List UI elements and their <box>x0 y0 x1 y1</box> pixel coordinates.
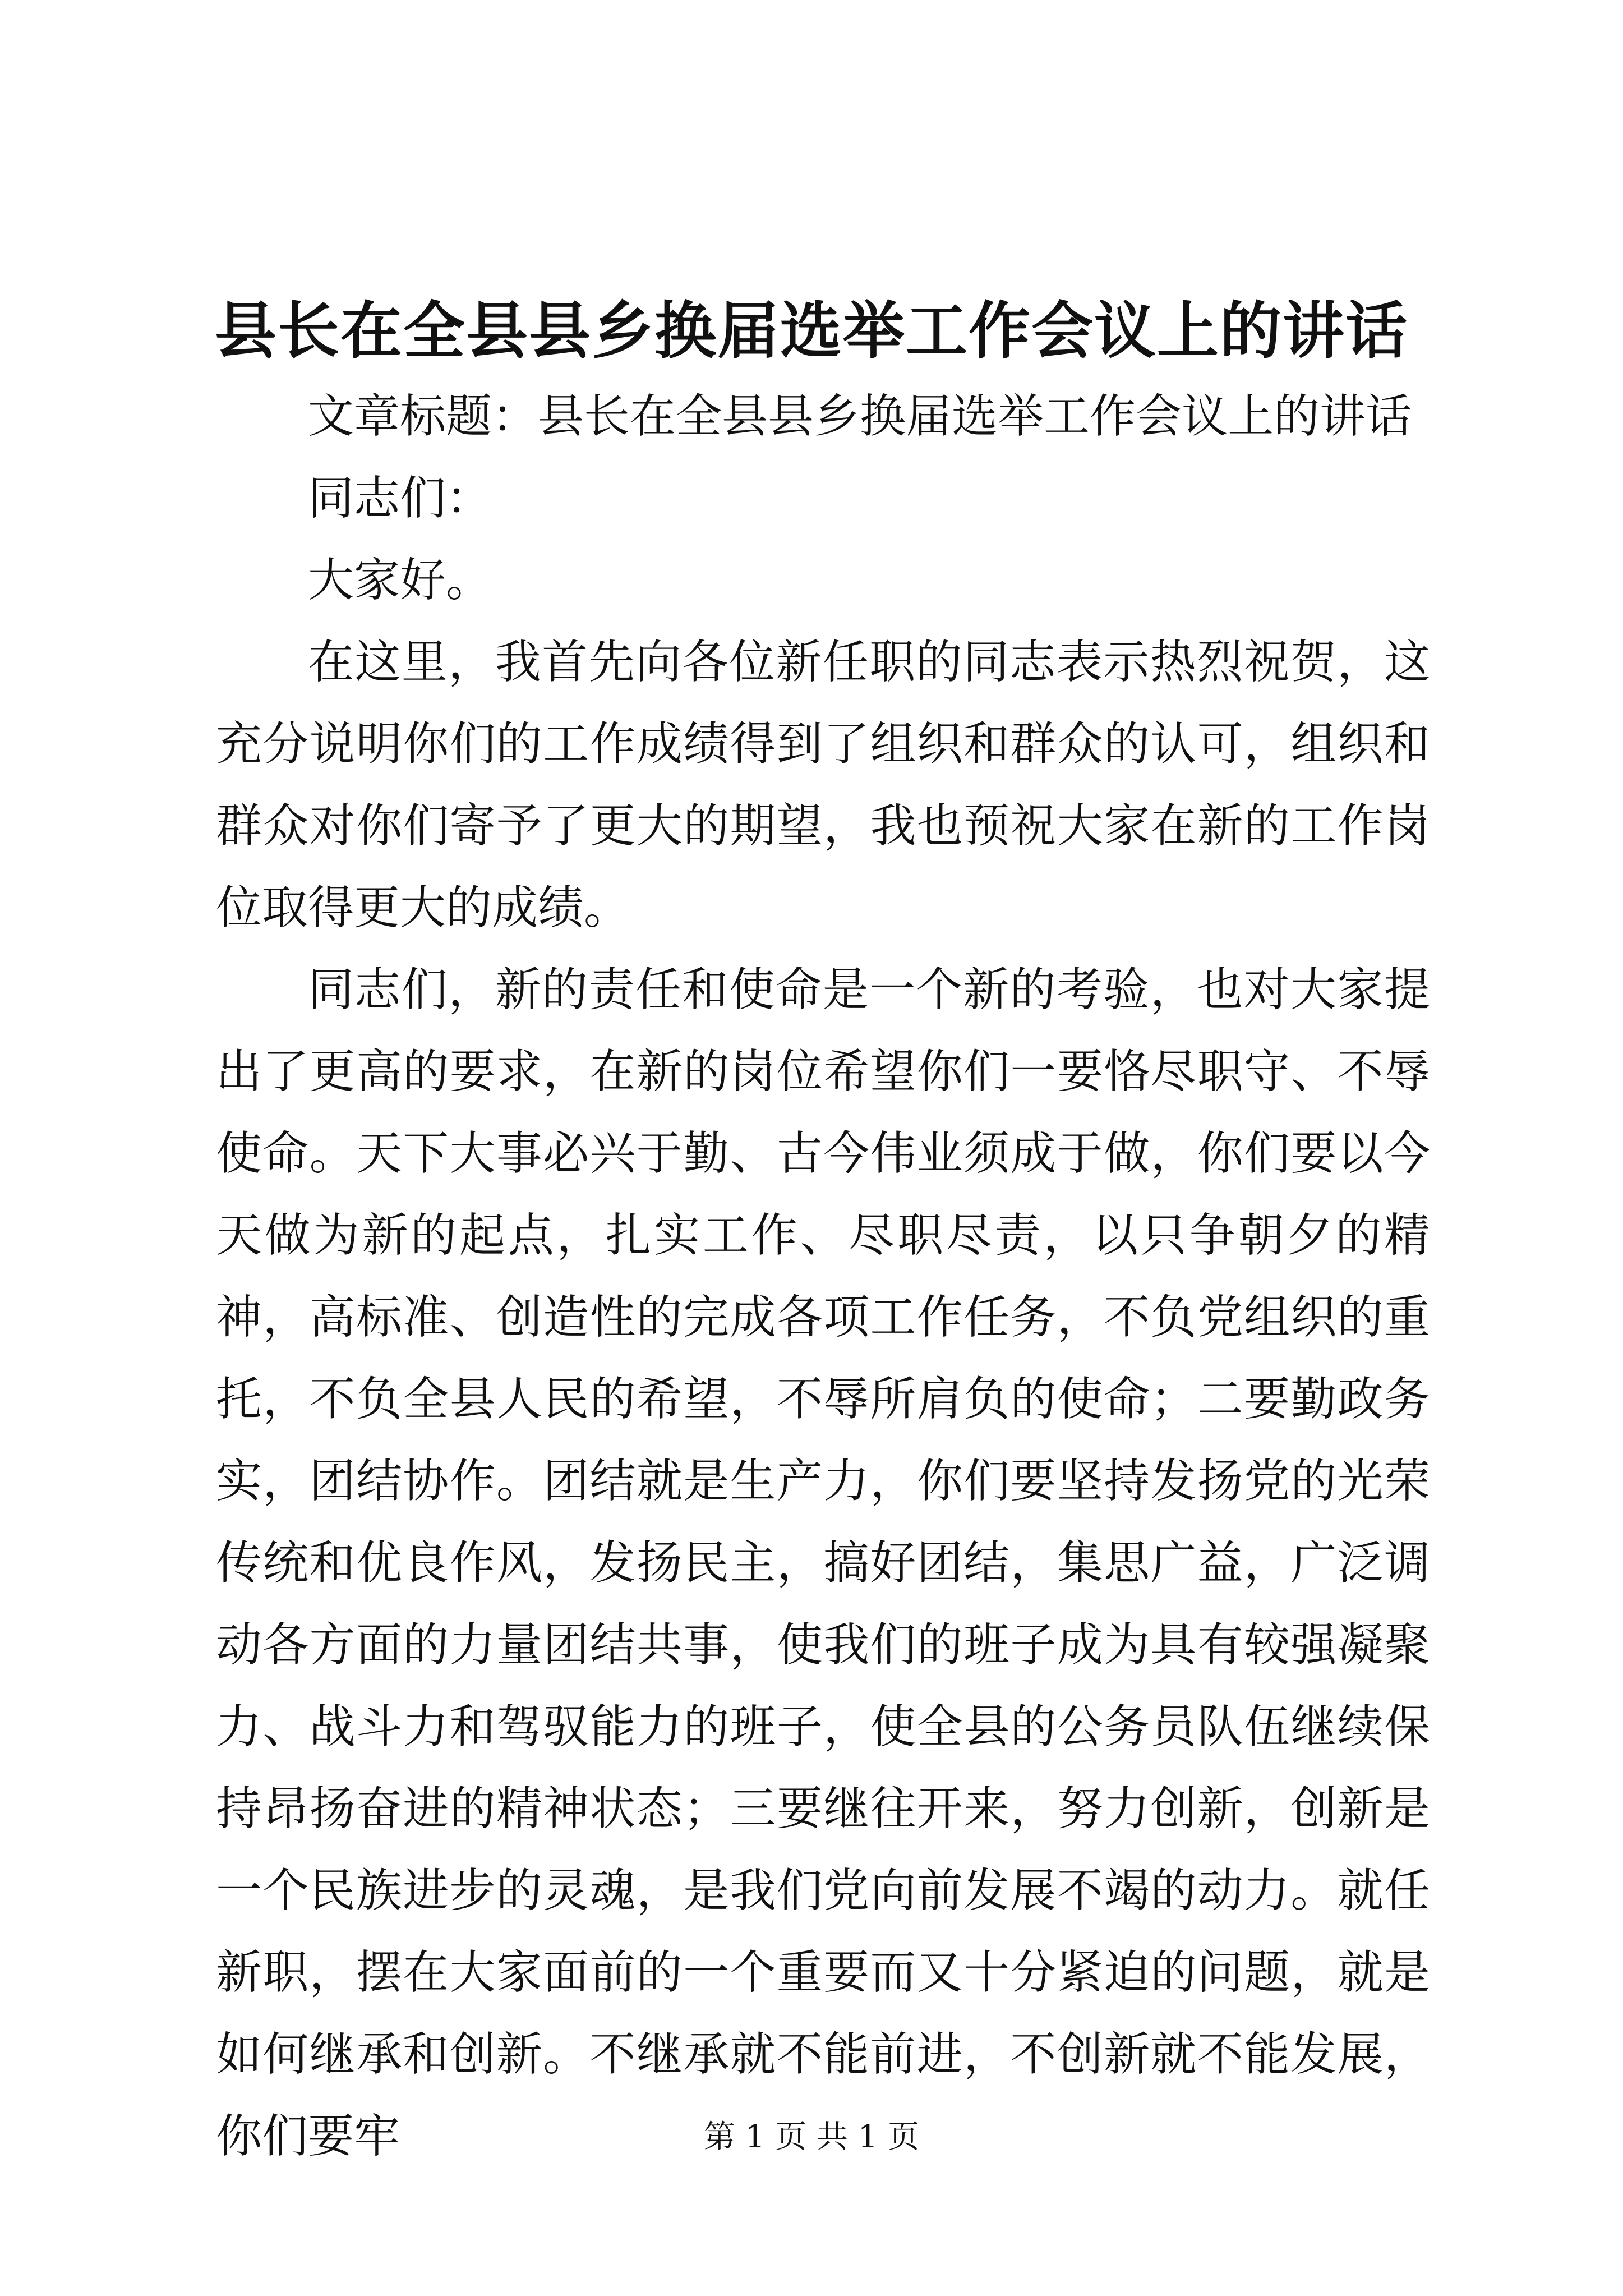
paragraph-salutation: 同志们： <box>308 472 492 525</box>
document-title: 县长在全县县乡换届选举工作会议上的讲话 <box>215 295 1408 367</box>
paragraph-greeting: 大家好。 <box>308 554 492 607</box>
paragraph-congratulations: 在这里，我首先向各位新任职的同志表示热烈祝贺，这充分说明你们的工作成绩得到了组织和群众的认可，组织和群众对你们寄予了更大的期望，我也预祝大家在新的工作岗位取得更大的成绩。 <box>216 636 1430 935</box>
paragraph-article-title: 文章标题：县长在全县县乡换届选举工作会议上的讲话 <box>308 390 1412 443</box>
page-number-footer: 第 1 页 共 1 页 <box>703 2119 920 2155</box>
document-body <box>216 376 1430 2178</box>
paragraph-requirements: 同志们，新的责任和使命是一个新的考验，也对大家提出了更高的要求，在新的岗位希望你们一要恪尽职守、不辱使命。天下大事必兴于勤、古今伟业须成于做，你们要以今天做为新的起点，扎实工作、尽职尽责，以只争朝夕的精神，高标准、创造性的完成各项工作任务，不负党组织的重托，不负全县人民的希望，不辱所肩负的使命；二要勤政务实，团结协作。团结就是生产力，你们要坚持发扬党的光荣传统和优良作风，发扬民主，搞好团结，集思广益，广泛调动各方面的力量团结共事，使我们的班子成为具有较强凝聚力、战斗力和驾驭能力的班子，使全县的公务员队伍继续保持昂扬奋进的精神状态；三要继往开来，努力创新，创新是一个民族进步的灵魂，是我们党向前发展不竭的动力。就任新职，摆在大家面前的一个重要而又十分紧迫的问题，就是如何继承和创新。不继承就不能前进，不创新就不能发展，你们要牢 <box>216 963 1430 2163</box>
